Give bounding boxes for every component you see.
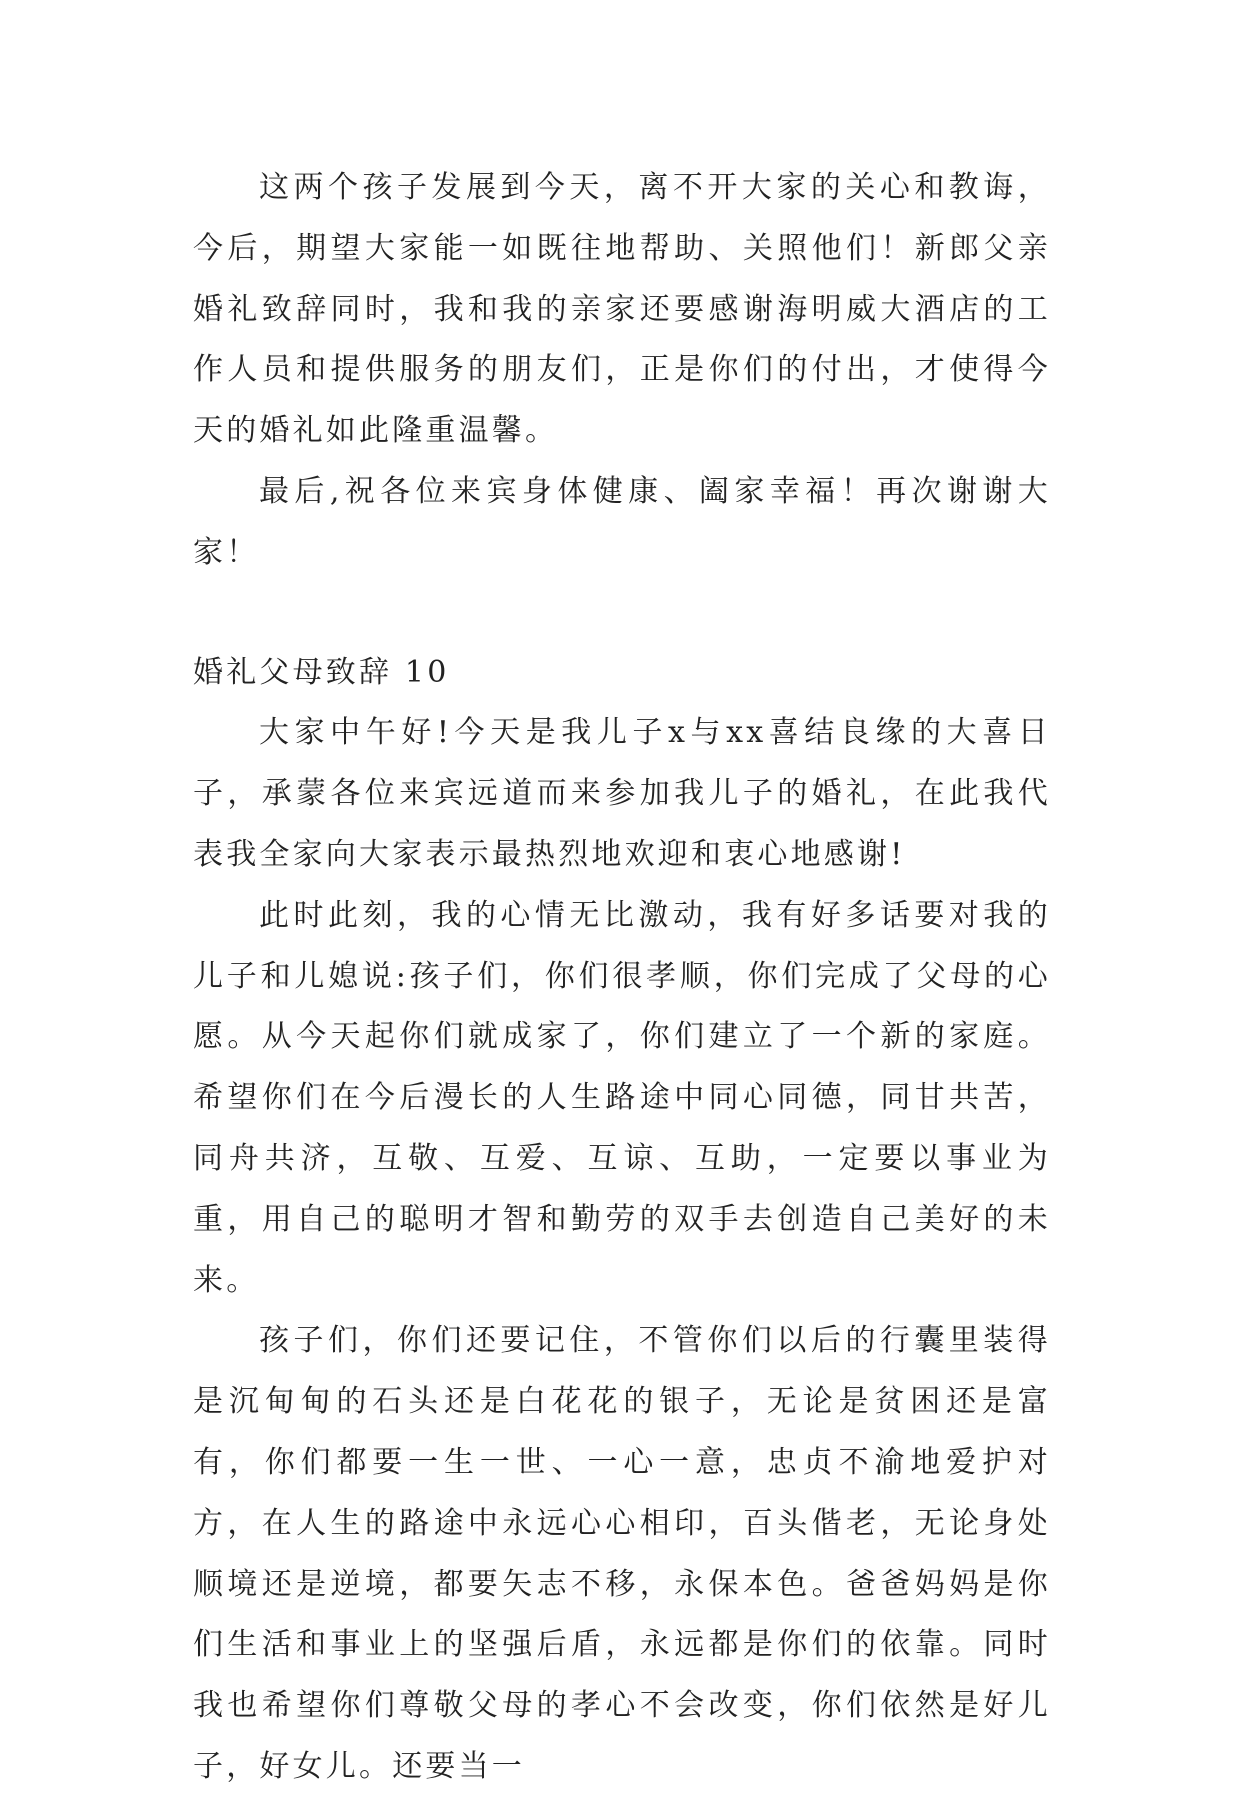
- paragraph-thanks-guests: 这两个孩子发展到今天，离不开大家的关心和教诲，今后，期望大家能一如既往地帮助、关照他们！新郎父亲婚礼致辞同时，我和我的亲家还要感谢海明威大酒店的工作人员和提供服务的朋友们，正是你们的付出，才使得今天的婚礼如此隆重温馨。: [193, 170, 1051, 449]
- paragraph-remember: 孩子们，你们还要记住，不管你们以后的行囊里装得是沉甸甸的石头还是白花花的银子，无论是贫困还是富有，你们都要一生一世、一心一意，忠贞不渝地爱护对方，在人生的路途中永远心心相印，百头偕老，无论身处顺境还是逆境，都要矢志不移，永保本色。爸爸妈妈是你们生活和事业上的坚强后盾，永远都是你们的依靠。同时我也希望你们尊敬父母的孝心不会改变，你们依然是好儿子，好女儿。还要当一: [193, 1323, 1051, 1784]
- paragraph-closing-wishes: 最后,祝各位来宾身体健康、阖家幸福！再次谢谢大家！: [193, 473, 1051, 570]
- section-title: 婚礼父母致辞 10: [193, 654, 450, 690]
- paragraph-welcome: 大家中午好!今天是我儿子x与xx喜结良缘的大喜日子，承蒙各位来宾远道而来参加我儿子的婚礼，在此我代表我全家向大家表示最热烈地欢迎和衷心地感谢!: [193, 715, 1051, 872]
- paragraph-advice-to-couple: 此时此刻，我的心情无比激动，我有好多话要对我的儿子和儿媳说:孩子们，你们很孝顺，你们完成了父母的心愿。从今天起你们就成家了，你们建立了一个新的家庭。希望你们在今后漫长的人生路途中同心同德，同甘共苦，同舟共济，互敬、互爱、互谅、互助，一定要以事业为重，用自己的聪明才智和勤劳的双手去创造自己美好的未来。: [193, 897, 1051, 1298]
- document-page: [193, 158, 1051, 1798]
